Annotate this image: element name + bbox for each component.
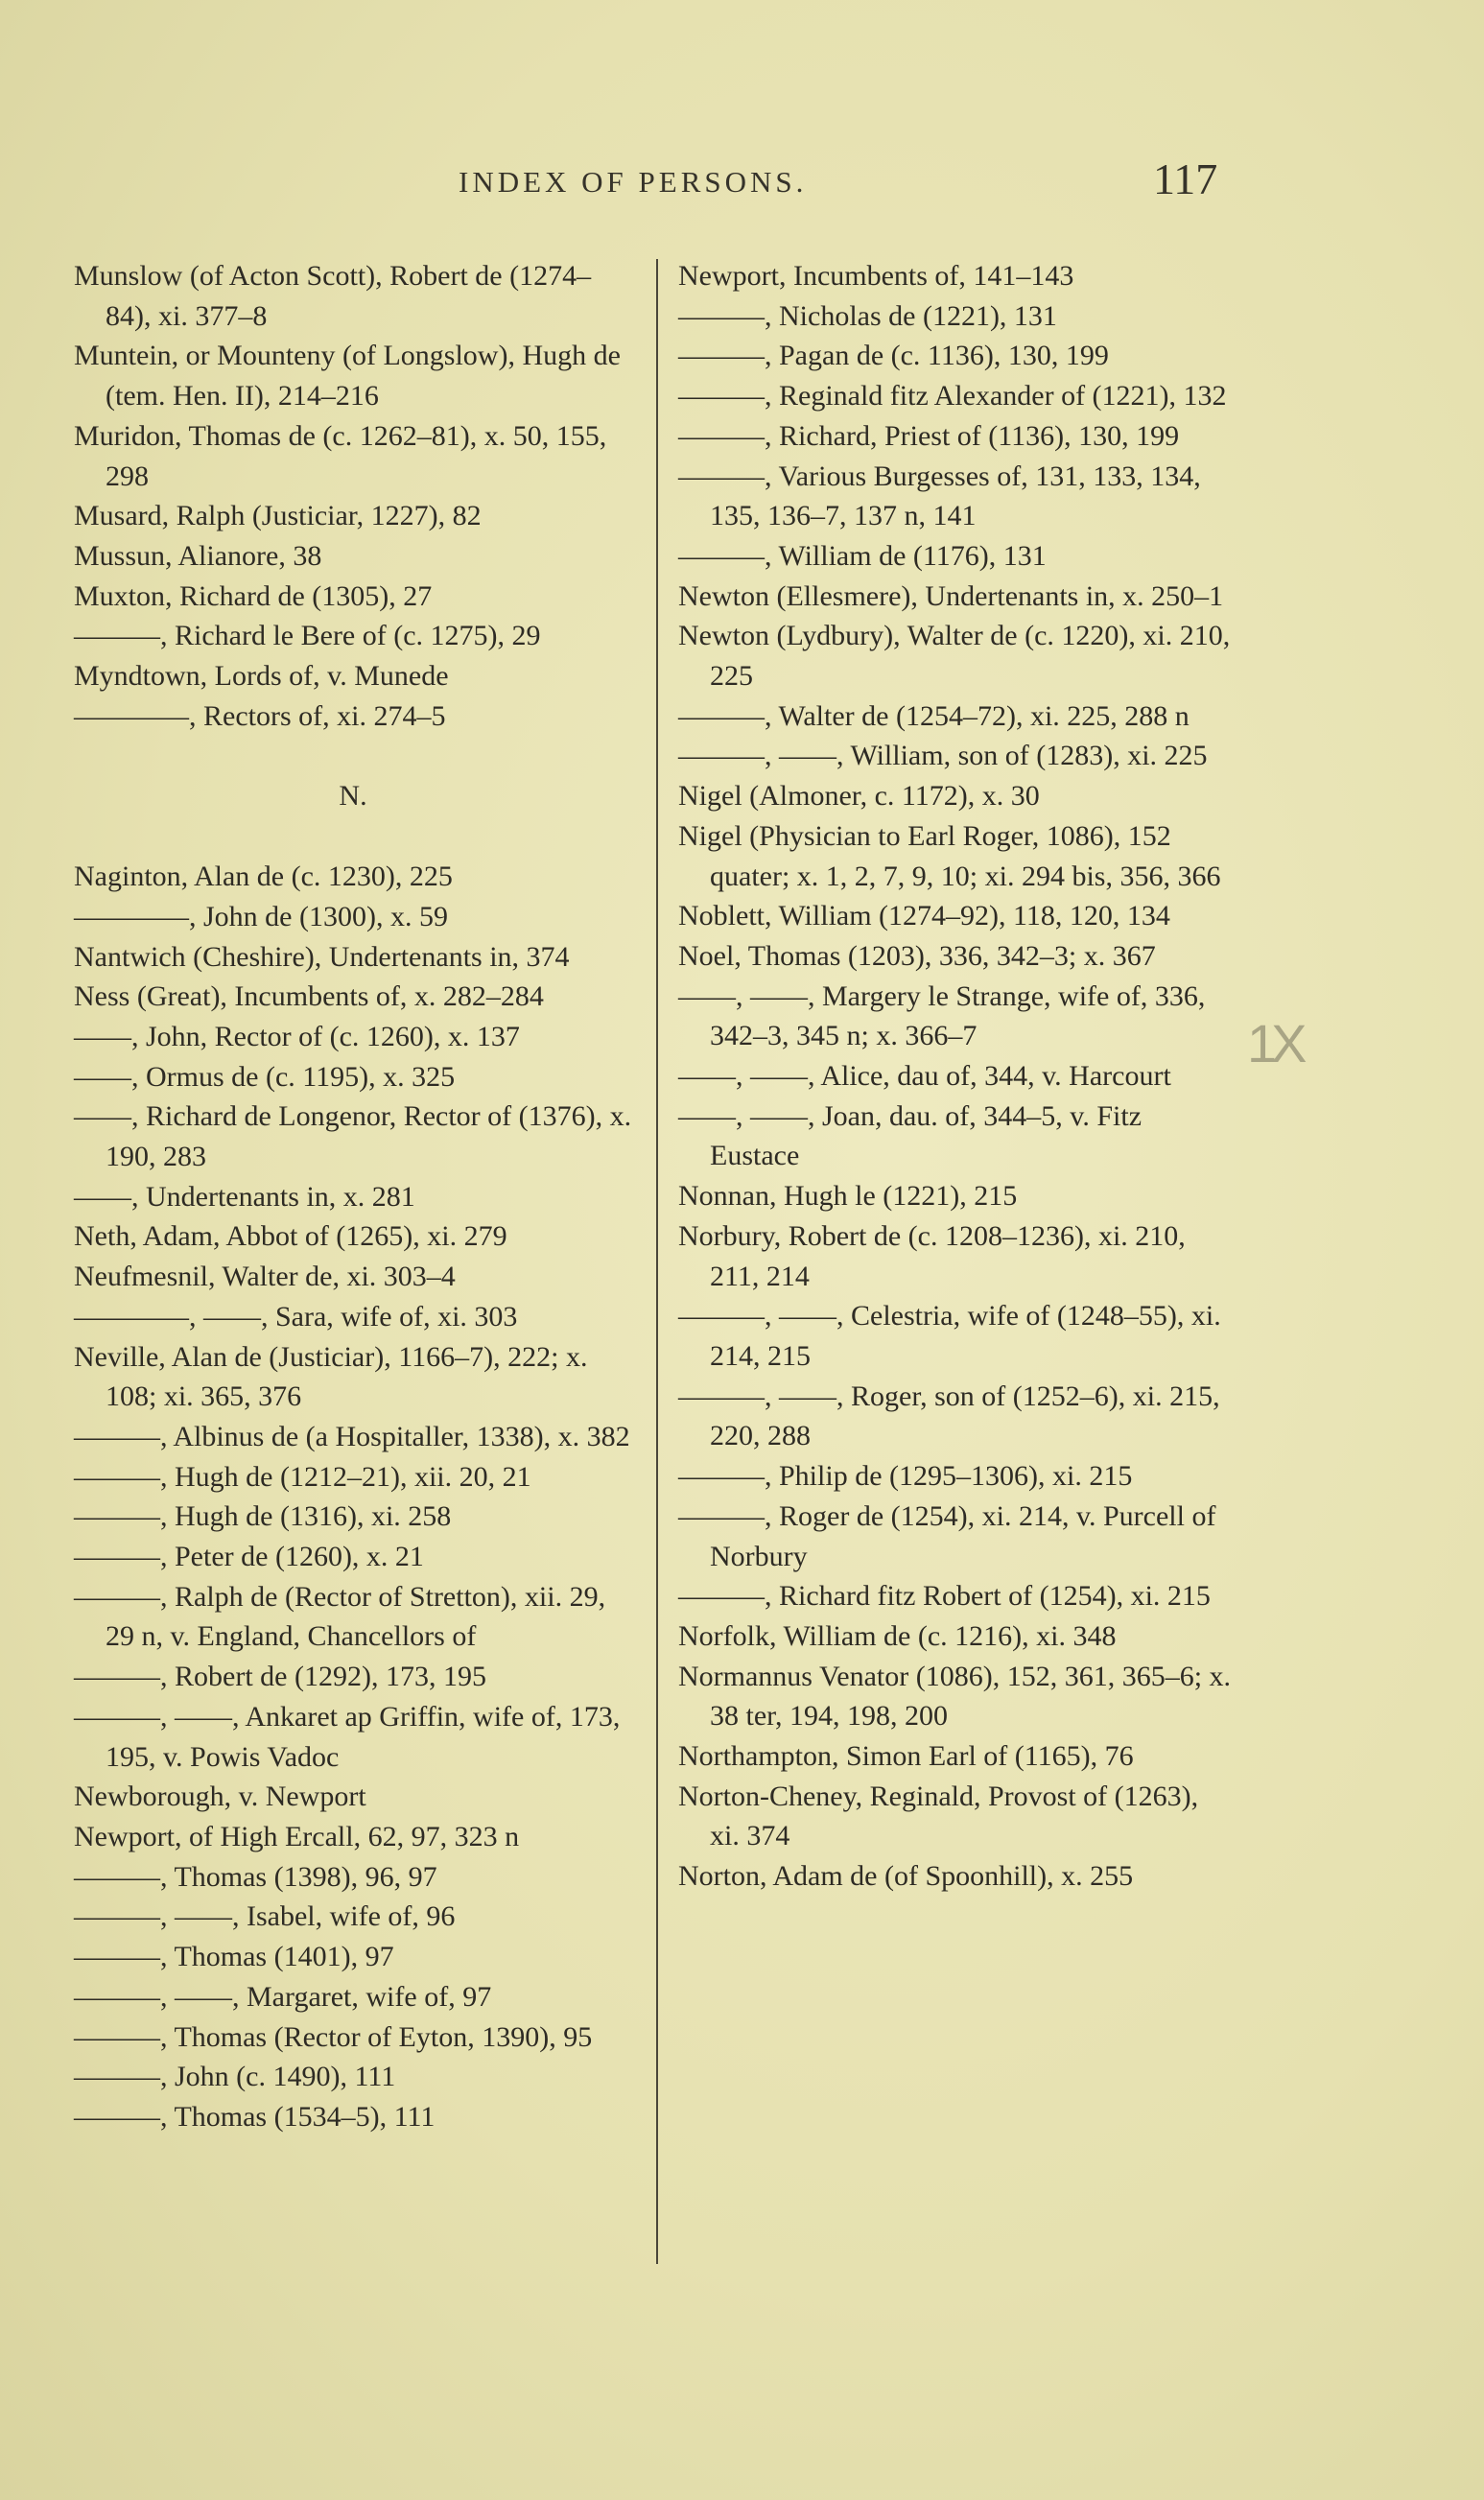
- index-column-left: [74, 256, 632, 2137]
- index-entry: ———, William de (1176), 131: [678, 539, 1047, 572]
- index-entry: Norfolk, William de (c. 1216), xi. 348: [678, 1619, 1117, 1652]
- index-entry: ——, Ormus de (c. 1195), x. 325: [74, 1060, 456, 1093]
- index-entry: ———, Hugh de (1316), xi. 258: [74, 1500, 452, 1533]
- index-entry: ———, Nicholas de (1221), 131: [678, 299, 1057, 332]
- index-entry: Noel, Thomas (1203), 336, 342–3; x. 367: [678, 939, 1156, 972]
- index-entry: ——, ——, Joan, dau. of, 344–5, v. Fitz Eustace: [678, 1099, 1142, 1172]
- index-entry: ———, Various Burgesses of, 131, 133, 134, 135, 136–7, 137 n, 141: [678, 460, 1201, 532]
- running-head: INDEX OF PERSONS.: [459, 165, 808, 199]
- index-entry: ———, Peter de (1260), x. 21: [74, 1541, 424, 1573]
- index-entry: Nonnan, Hugh le (1221), 215: [678, 1180, 1018, 1213]
- page-number: 117: [1153, 154, 1218, 203]
- index-entry: Neville, Alan de (Justiciar), 1166–7), 222; x. 108; xi. 365, 376: [74, 1340, 588, 1413]
- index-entry: ———, ——, Isabel, wife of, 96: [74, 1900, 456, 1933]
- index-entry: Neth, Adam, Abbot of (1265), xi. 279: [74, 1220, 507, 1253]
- index-entry: ———, Richard le Bere of (c. 1275), 29: [74, 620, 541, 652]
- index-entry: ——, Undertenants in, x. 281: [74, 1180, 415, 1213]
- index-entry: Neufmesnil, Walter de, xi. 303–4: [74, 1261, 456, 1293]
- index-entry: Newport, of High Ercall, 62, 97, 323 n: [74, 1821, 520, 1852]
- index-entry: ——, John, Rector of (c. 1260), x. 137: [74, 1020, 520, 1052]
- index-entry: Norbury, Robert de (c. 1208–1236), xi. 210, 211, 214: [678, 1219, 1186, 1292]
- index-entry: ———, Richard, Priest of (1136), 130, 199: [678, 419, 1180, 452]
- index-entry: ———, Hugh de (1212–21), xii. 20, 21: [74, 1460, 531, 1493]
- index-entry: Norton, Adam de (of Spoonhill), x. 255: [678, 1860, 1134, 1893]
- index-entry: Muntein, or Mounteny (of Longslow), Hugh de (tem. Hen. II), 214–216: [74, 340, 621, 413]
- index-entry: Munslow (of Acton Scott), Robert de (1274–84), xi. 377–8: [74, 260, 592, 332]
- margin-mark: 1X: [1247, 1013, 1302, 1073]
- index-entry: Newton (Lydbury), Walter de (c. 1220), xi. 210, 225: [678, 620, 1231, 693]
- index-entry: Newborough, v. Newport: [74, 1781, 366, 1813]
- index-entry: ————, ——, Sara, wife of, xi. 303: [74, 1300, 518, 1333]
- index-entry: ———, Thomas (1534–5), 111: [74, 2100, 436, 2133]
- index-entry: Nigel (Almoner, c. 1172), x. 30: [678, 780, 1040, 813]
- index-entry: ————, John de (1300), x. 59: [74, 900, 448, 932]
- index-entry: ———, ——, Roger, son of (1252–6), xi. 215, 220, 288: [678, 1380, 1220, 1452]
- index-entry: ———, Pagan de (c. 1136), 130, 199: [678, 340, 1109, 372]
- index-entry: Noblett, William (1274–92), 118, 120, 134: [678, 900, 1170, 932]
- index-entry: Norton-Cheney, Reginald, Provost of (1263), xi. 374: [678, 1780, 1199, 1852]
- index-entry: ————, Rectors of, xi. 274–5: [74, 699, 446, 732]
- index-entry: ———, Albinus de (a Hospitaller, 1338), x. 382: [74, 1420, 630, 1452]
- column-divider: [656, 259, 658, 2264]
- index-entry: Mussun, Alianore, 38: [74, 539, 322, 572]
- index-entry: ———, ——, Ankaret ap Griffin, wife of, 173, 195, v. Powis Vadoc: [74, 1700, 621, 1773]
- index-entry: Naginton, Alan de (c. 1230), 225: [74, 861, 453, 893]
- index-entry: ———, Philip de (1295–1306), xi. 215: [678, 1460, 1133, 1493]
- index-entry: Northampton, Simon Earl of (1165), 76: [678, 1740, 1134, 1773]
- index-entry: Musard, Ralph (Justiciar, 1227), 82: [74, 500, 482, 532]
- index-entry: Normannus Venator (1086), 152, 361, 365–6; x. 38 ter, 194, 198, 200: [678, 1660, 1232, 1733]
- index-entry: ———, Ralph de (Rector of Stretton), xii. 29, 29 n, v. England, Chancellors of: [74, 1580, 606, 1653]
- index-entry: Nantwich (Cheshire), Undertenants in, 374: [74, 940, 570, 973]
- index-entry: ———, Robert de (1292), 173, 195: [74, 1661, 486, 1693]
- index-entry: ——, Richard de Longenor, Rector of (1376), x. 190, 283: [74, 1100, 632, 1173]
- index-entry: Myndtown, Lords of, v. Munede: [74, 660, 449, 693]
- index-entry: ———, Walter de (1254–72), xi. 225, 288 n: [678, 699, 1190, 732]
- index-entry: Ness (Great), Incumbents of, x. 282–284: [74, 980, 544, 1013]
- index-entry: ———, John (c. 1490), 111: [74, 2061, 396, 2093]
- section-heading: N.: [339, 780, 367, 813]
- index-entry: ———, Reginald fitz Alexander of (1221), 132: [678, 380, 1227, 413]
- index-entry: Muridon, Thomas de (c. 1262–81), x. 50, 155, 298: [74, 419, 607, 492]
- index-entry: ———, Roger de (1254), xi. 214, v. Purcell of Norbury: [678, 1499, 1216, 1572]
- index-entry: ———, ——, William, son of (1283), xi. 225: [678, 740, 1208, 772]
- index-entry: Newton (Ellesmere), Undertenants in, x. 250–1: [678, 579, 1224, 612]
- index-entry: Nigel (Physician to Earl Roger, 1086), 152 quater; x. 1, 2, 7, 9, 10; xi. 294 bis, 356, 366: [678, 819, 1221, 892]
- index-entry: ———, Richard fitz Robert of (1254), xi. 215: [678, 1580, 1211, 1613]
- index-entry: ———, Thomas (1401), 97: [74, 1941, 394, 1973]
- index-entry: ——, ——, Alice, dau of, 344, v. Harcourt: [678, 1060, 1171, 1093]
- index-entry: ———, Thomas (Rector of Eyton, 1390), 95: [74, 2020, 593, 2053]
- index-entry: ——, ——, Margery le Strange, wife of, 336, 342–3, 345 n; x. 366–7: [678, 979, 1206, 1052]
- index-entry: ———, ——, Celestria, wife of (1248–55), xi. 214, 215: [678, 1300, 1221, 1372]
- index-entry: Muxton, Richard de (1305), 27: [74, 579, 433, 612]
- index-column-right: [678, 256, 1235, 1897]
- index-entry: Newport, Incumbents of, 141–143: [678, 260, 1074, 292]
- index-entry: ———, ——, Margaret, wife of, 97: [74, 1980, 492, 2013]
- index-entry: ———, Thomas (1398), 96, 97: [74, 1860, 437, 1893]
